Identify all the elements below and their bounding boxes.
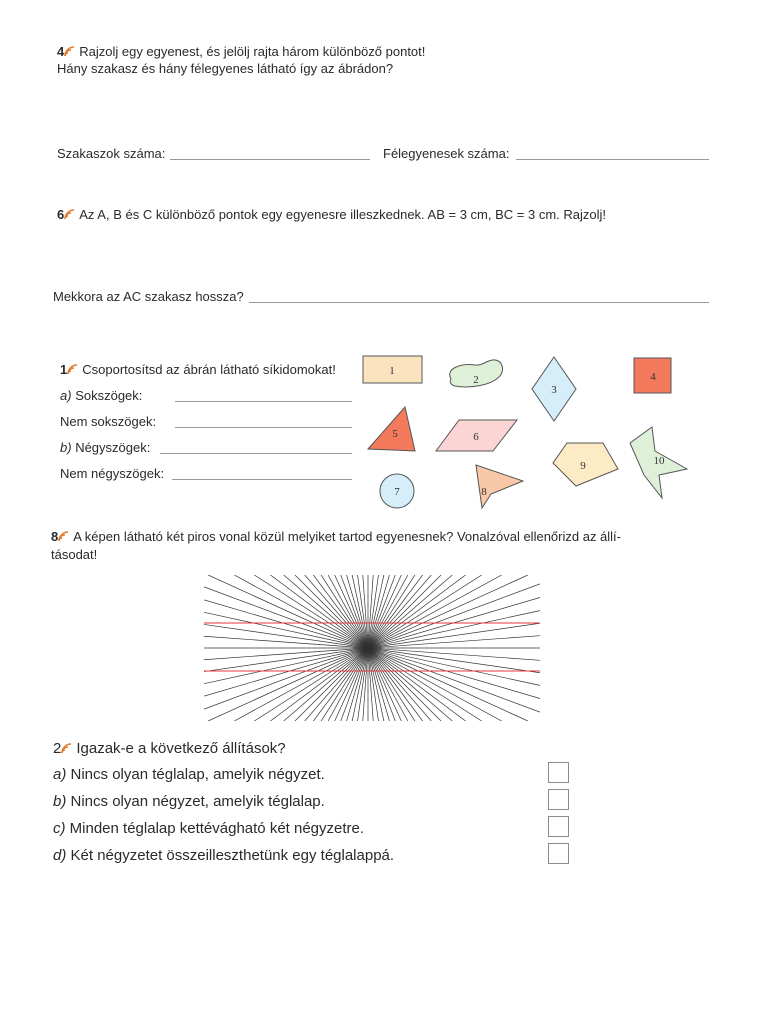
q1-b-answer-line[interactable] (160, 453, 352, 454)
shape-9-label: 9 (580, 460, 586, 472)
q1-nonquad-label: Nem négyszögek: (60, 466, 165, 481)
difficulty-signal-icon (64, 46, 76, 57)
q2-statement-c (53, 820, 364, 838)
q1-a-marker: a) (60, 388, 72, 403)
q6-answer-line[interactable] (249, 302, 709, 303)
shape-2 (450, 360, 503, 387)
shape-5 (368, 407, 415, 451)
q8-line1 (51, 529, 621, 545)
shape-2-label: 2 (473, 374, 479, 386)
shape-6 (436, 420, 517, 451)
q1-nonquad-answer-line[interactable] (172, 479, 352, 480)
q2-title-line (53, 740, 286, 758)
statement-text: Minden téglalap kettévágható két négyzetre. (69, 820, 365, 837)
difficulty-signal-icon (64, 209, 76, 220)
q1-b-marker: b) (60, 440, 72, 455)
shape-10 (630, 427, 687, 498)
checkbox-b[interactable] (548, 789, 569, 810)
q1-title-line (60, 362, 336, 378)
q4-text1: Rajzolj egy egyenest, és jelölj rajta három különböző pontot! (79, 44, 426, 59)
q4-segments-answer-line[interactable] (170, 159, 370, 160)
q8-number: 8 (51, 529, 59, 544)
shape-8 (476, 465, 523, 508)
q2-statement-d (53, 847, 394, 865)
q8-text1: A képen látható két piros vonal közül melyiket tartod egyenesnek? Vonalzóval ellenőrizd az állí- (73, 529, 621, 544)
q2-title: Igazak-e a következő állítások? (76, 740, 286, 757)
q6-number: 6 (57, 207, 65, 222)
shape-8-label: 8 (481, 486, 487, 498)
shape-7 (380, 474, 414, 508)
q4-line1 (57, 44, 425, 60)
checkbox-c[interactable] (548, 816, 569, 837)
statement-marker: c) (53, 820, 66, 837)
q1-title: Csoportosítsd az ábrán látható síkidomokat! (82, 362, 336, 377)
statement-marker: b) (53, 793, 67, 810)
statement-text: Nincs olyan négyzet, amelyik téglalap. (70, 793, 325, 810)
q2-number: 2 (53, 740, 62, 757)
shape-3 (532, 357, 576, 421)
checkbox-a[interactable] (548, 762, 569, 783)
radiating-lines (204, 575, 540, 721)
shape-6-label: 6 (473, 431, 479, 443)
difficulty-signal-icon (58, 531, 70, 542)
hering-illusion-figure (204, 575, 540, 721)
shape-1 (363, 356, 422, 383)
q4-rays-label: Félegyenesek száma: (383, 146, 510, 161)
shape-3-label: 3 (551, 384, 557, 396)
shape-7-label: 7 (394, 486, 400, 498)
q4-number: 4 (57, 44, 65, 59)
q1-a-row (60, 388, 142, 404)
q8-line2: tásodat! (51, 547, 98, 562)
statement-text: Nincs olyan téglalap, amelyik négyzet. (70, 766, 325, 783)
q4-rays-answer-line[interactable] (516, 159, 709, 160)
q1-a-answer-line[interactable] (175, 401, 352, 402)
q2-statement-a (53, 766, 325, 784)
q6-question: Mekkora az AC szakasz hossza? (53, 289, 244, 304)
q1-number: 1 (60, 362, 68, 377)
shape-5-label: 5 (392, 428, 398, 440)
q1-b-row (60, 440, 150, 456)
q2-statement-b (53, 793, 325, 811)
q6-text: Az A, B és C különböző pontok egy egyenesre illeszkednek. AB = 3 cm, BC = 3 cm. Rajzolj! (79, 207, 607, 222)
shape-9 (553, 443, 618, 486)
q6-line (57, 207, 606, 223)
statement-marker: a) (53, 766, 67, 783)
shape-4 (634, 358, 671, 393)
shape-10-label: 10 (653, 455, 665, 467)
shape-1-label: 1 (389, 365, 395, 377)
statement-marker: d) (53, 847, 67, 864)
q1-nonpoly-label: Nem sokszögek: (60, 414, 157, 429)
difficulty-signal-icon (67, 364, 79, 375)
shapes-figure (355, 345, 705, 520)
checkbox-d[interactable] (548, 843, 569, 864)
q4-line2: Hány szakasz és hány félegyenes látható így az ábrádon? (57, 61, 394, 76)
statement-text: Két négyzetet összeilleszthetünk egy téglalappá. (70, 847, 395, 864)
q1-b-label: Négyszögek: (75, 440, 151, 455)
q4-segments-label: Szakaszok száma: (57, 146, 166, 161)
shape-4-label: 4 (650, 371, 656, 383)
q1-a-label: Sokszögek: (75, 388, 143, 403)
difficulty-signal-icon (61, 743, 73, 754)
q1-nonpoly-answer-line[interactable] (175, 427, 352, 428)
